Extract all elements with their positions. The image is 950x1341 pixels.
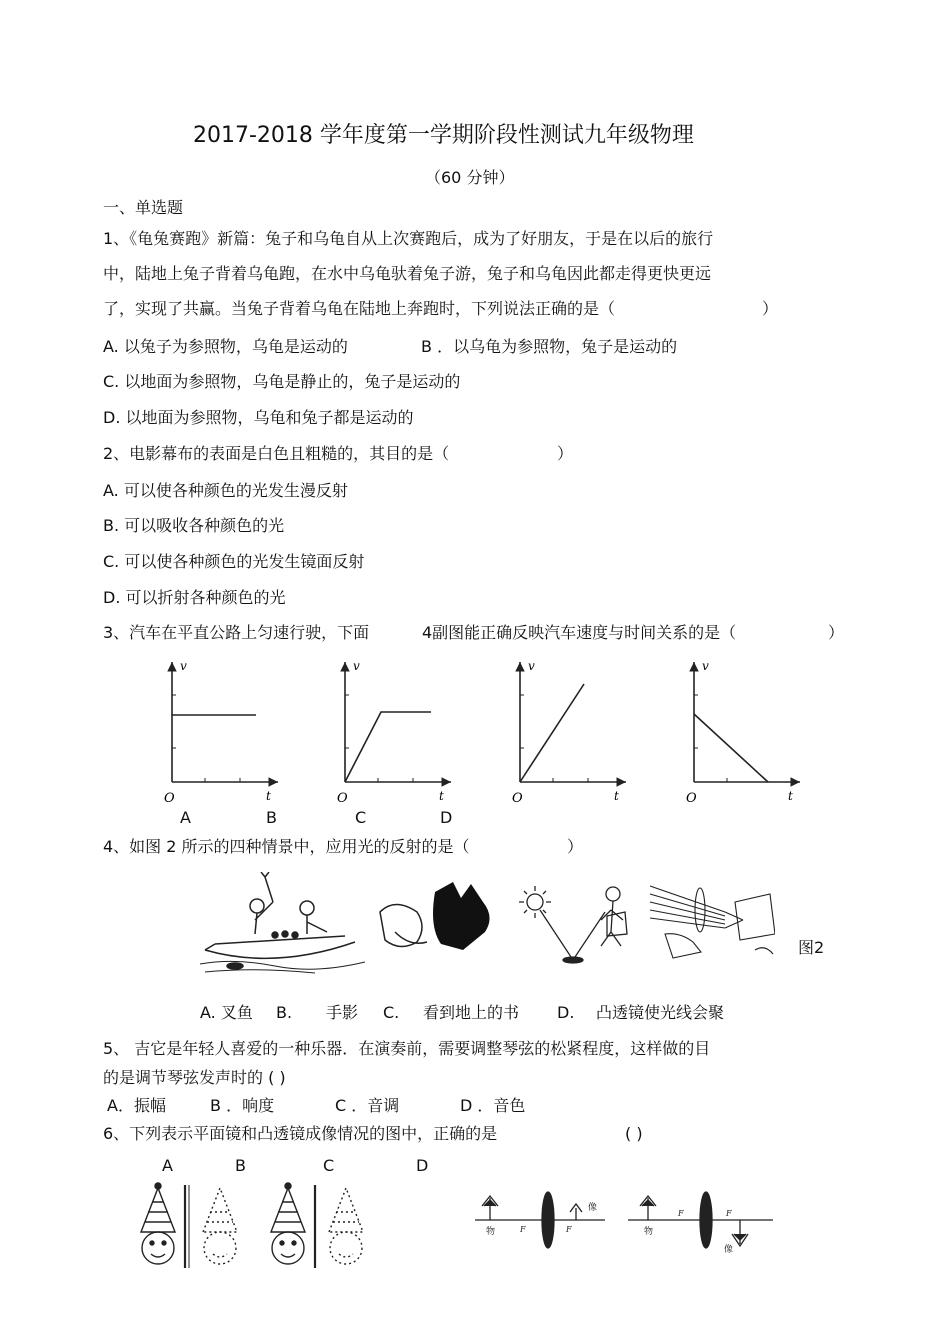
- graph-a-origin: O: [164, 791, 175, 806]
- q4-option-d-text: 凸透镜使光线会聚: [596, 1003, 725, 1022]
- q1-line-3: 了，实现了共赢。当兔子背着乌龟在陆地上奔跑时，下列说法正确的是（: [103, 299, 616, 318]
- lens-2-object-label: 物: [644, 1227, 654, 1237]
- mirror-figure-1: [141, 1183, 237, 1268]
- graph-b-axis-t: t: [439, 789, 444, 803]
- lens-2-focus-left: F: [678, 1209, 684, 1218]
- q2-option-c: C. 可以使各种颜色的光发生镜面反射: [103, 552, 365, 571]
- q6-paren: ( ): [625, 1124, 643, 1143]
- graph-a: [164, 659, 278, 806]
- q1-option-d: D. 以地面为参照物，乌龟和兔子都是运动的: [103, 408, 414, 427]
- q2-option-a: A. 可以使各种颜色的光发生漫反射: [103, 481, 348, 500]
- q6-label-d: D: [416, 1156, 429, 1175]
- graph-c: [512, 659, 626, 806]
- graph-d-axis-t: t: [788, 789, 793, 803]
- graph-c-origin: O: [512, 791, 523, 806]
- q5-option-a: A．振幅: [107, 1096, 166, 1115]
- q5-option-d: D ．音色: [460, 1096, 526, 1115]
- q6-mirror-figures: [133, 1180, 373, 1275]
- q3-stem-b: 4副图能正确反映汽车速度与时间关系的是（: [422, 623, 737, 642]
- lens-1-focus-left: F: [520, 1225, 526, 1234]
- graph-d-origin: O: [686, 791, 697, 806]
- q3-graph-label-c: C: [355, 808, 367, 827]
- graph-c-axis-v: v: [528, 659, 535, 673]
- q3-graph-label-d: D: [440, 808, 453, 827]
- exam-duration: （60 分钟）: [425, 168, 515, 187]
- page-title: 2017-2018 学年度第一学期阶段性测试九年级物理: [193, 123, 694, 148]
- q6-lens-figures: [470, 1188, 780, 1268]
- q2-paren-close: ）: [557, 444, 574, 463]
- graph-b: [337, 659, 451, 806]
- q4-option-d: D.: [557, 1003, 575, 1022]
- q6-label-c: C: [323, 1156, 335, 1175]
- q4-option-b: B.: [276, 1003, 293, 1022]
- lens-1-object-label: 物: [486, 1227, 496, 1237]
- q4-stem: 4、如图 2 所示的四种情景中，应用光的反射的是（: [103, 837, 470, 856]
- lens-1-focus-right: F: [566, 1225, 572, 1234]
- q4-paren-close: ）: [567, 837, 584, 856]
- q3-velocity-graphs: [150, 650, 810, 810]
- q4-scene-illustrations: [195, 872, 775, 982]
- q3-paren-close: ）: [828, 623, 845, 642]
- q2-stem: 2、电影幕布的表面是白色且粗糙的，其目的是（: [103, 444, 450, 463]
- q2-option-d: D. 可以折射各种颜色的光: [103, 588, 286, 607]
- q6-stem: 6、下列表示平面镜和凸透镜成像情况的图中，正确的是: [103, 1124, 498, 1143]
- q5-option-c: C ．音调: [335, 1096, 400, 1115]
- graph-a-axis-t: t: [266, 789, 271, 803]
- graph-d-axis-v: v: [702, 659, 709, 673]
- lens-figure-1: [475, 1192, 605, 1248]
- hand-shadow-illustration: [380, 882, 490, 950]
- lens-2-image-label: 像: [724, 1245, 734, 1255]
- graph-d: [686, 659, 800, 806]
- graph-b-axis-v: v: [353, 659, 360, 673]
- spearfishing-illustration: [200, 872, 365, 973]
- q1-option-c: C. 以地面为参照物，乌龟是静止的，兔子是运动的: [103, 372, 461, 391]
- q4-option-b-text: 手影: [326, 1003, 359, 1022]
- graph-a-axis-v: v: [180, 659, 187, 673]
- q5-option-b: B ．响度: [210, 1096, 275, 1115]
- lens-figure-2: [628, 1192, 773, 1255]
- q4-option-a: A. 叉鱼: [200, 1003, 253, 1022]
- q1-paren-close: ）: [762, 299, 779, 318]
- graph-c-axis-t: t: [614, 789, 619, 803]
- sun-reflection-illustration: [519, 886, 627, 963]
- q4-option-c: C.: [383, 1003, 400, 1022]
- q6-label-b: B: [235, 1156, 246, 1175]
- graph-b-origin: O: [337, 791, 348, 806]
- q2-option-b: B. 可以吸收各种颜色的光: [103, 516, 285, 535]
- mirror-figure-2: [271, 1183, 363, 1268]
- q4-figure-label: 图2: [798, 938, 825, 957]
- q5-line-2: 的是调节琴弦发声时的 ( ): [103, 1068, 286, 1087]
- q1-option-a: A. 以兔子为参照物，乌龟是运动的: [103, 337, 348, 356]
- q6-label-a: A: [162, 1156, 173, 1175]
- q3-graph-label-b: B: [266, 808, 277, 827]
- q3-graph-label-a: A: [180, 808, 191, 827]
- section-heading: 一、单选题: [103, 198, 184, 217]
- lens-2-focus-right: F: [726, 1209, 732, 1218]
- q1-line-1: 1、《龟兔赛跑》新篇：兔子和乌龟自从上次赛跑后，成为了好朋友，于是在以后的旅行: [103, 229, 714, 248]
- q4-option-c-text: 看到地上的书: [423, 1003, 520, 1022]
- lens-converging-illustration: [650, 886, 775, 958]
- q5-line-1: 5、 吉它是年轻人喜爱的一种乐器．在演奏前，需要调整琴弦的松紧程度，这样做的目: [103, 1039, 711, 1058]
- q1-line-2: 中，陆地上兔子背着乌龟跑，在水中乌龟驮着兔子游，兔子和乌龟因此都走得更快更远: [103, 264, 712, 283]
- q1-option-b: B ．以乌龟为参照物，兔子是运动的: [421, 337, 678, 356]
- q3-stem-a: 3、汽车在平直公路上匀速行驶，下面: [103, 623, 370, 642]
- lens-1-image-label: 像: [588, 1203, 598, 1213]
